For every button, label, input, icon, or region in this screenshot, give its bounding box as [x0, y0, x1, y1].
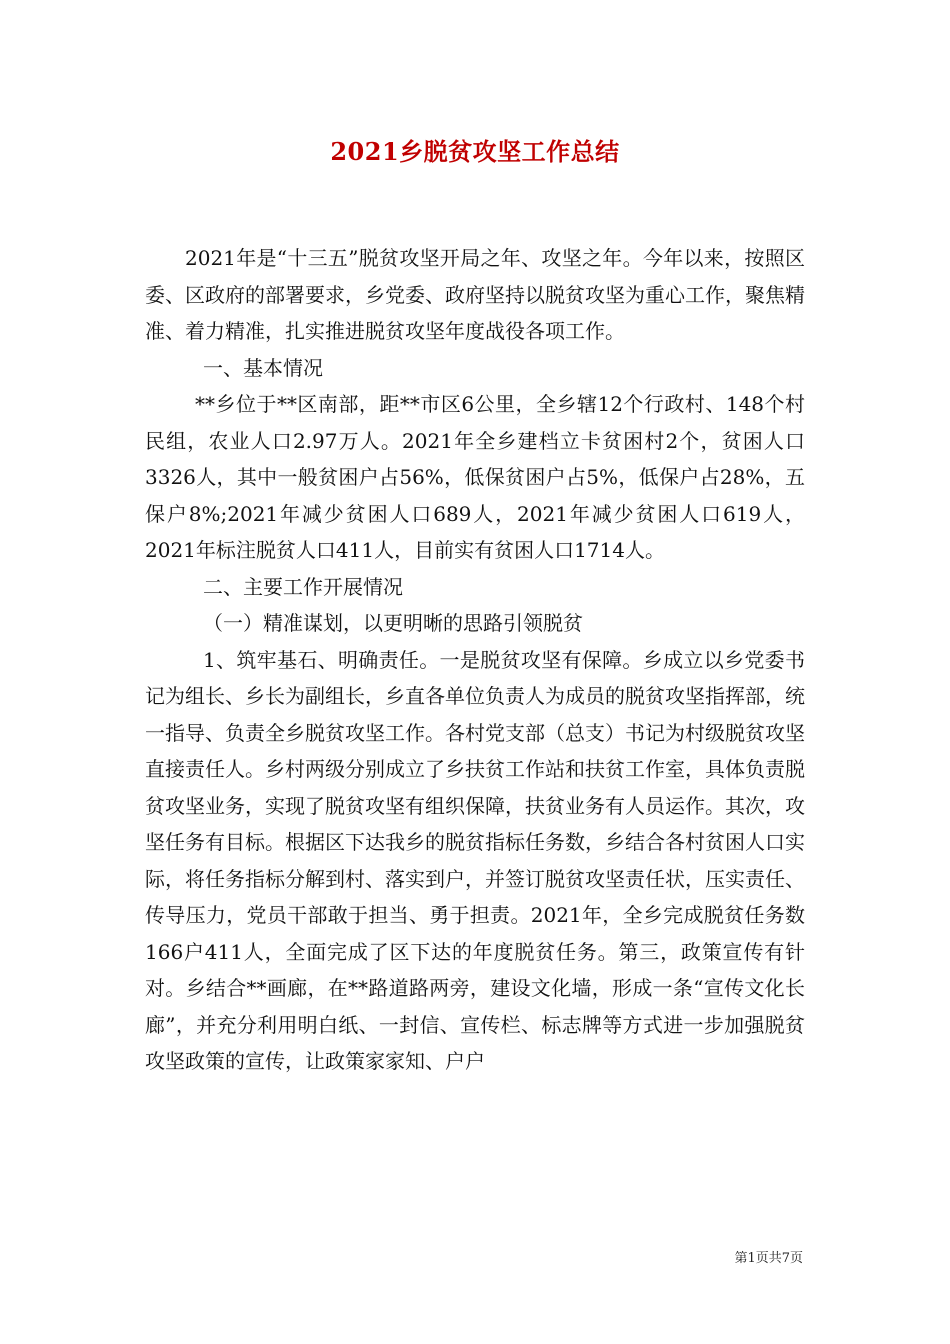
document-body [145, 240, 805, 1080]
section-heading-main-work: 二、主要工作开展情况 [203, 574, 403, 599]
basic-situation-paragraph: **乡位于**区南部，距**市区6公里，全乡辖12个行政村、148个村民组，农业人口2.97万人。2021年全乡建档立卡贫困村2个，贫困人口3326人，其中一般贫困户占56%，低保贫困户占5%，低保户占28%，五保户8%;2021年减少贫困人口689人，2021年减少贫困人口619人，2021年标注脱贫人口411人，目前实有贫困人口1714人。 [145, 392, 805, 562]
work-detail-paragraph: 1、筑牢基石、明确责任。一是脱贫攻坚有保障。乡成立以乡党委书记为组长、乡长为副组长，乡直各单位负责人为成员的脱贫攻坚指挥部，统一指导、负责全乡脱贫攻坚工作。各村党支部（总支）书记为村级脱贫攻坚直接责任人。乡村两级分别成立了乡扶贫工作站和扶贫工作室，具体负责脱贫攻坚业务，实现了脱贫攻坚有组织保障，扶贫业务有人员运作。其次，攻坚任务有目标。根据区下达我乡的脱贫指标任务数，乡结合各村贫困人口实际，将任务指标分解到村、落实到户，并签订脱贫攻坚责任状，压实责任、传导压力，党员干部敢于担当、勇于担责。2021年，全乡完成脱贫任务数166户411人，全面完成了区下达的年度脱贫任务。第三，政策宣传有针对。乡结合**画廊，在**路道路两旁，建设文化墙，形成一条“宣传文化长廊”，并充分利用明白纸、一封信、宣传栏、标志牌等方式进一步加强脱贫攻坚政策的宣传，让政策家家知、户户 [145, 647, 805, 1073]
section-heading-basic-situation: 一、基本情况 [203, 355, 323, 380]
document-title: 2021乡脱贫攻坚工作总结 [330, 137, 620, 166]
subsection-heading-planning: （一）精准谋划，以更明晰的思路引领脱贫 [203, 611, 583, 635]
page-indicator: 第1页共7页 [734, 1251, 803, 1266]
intro-paragraph: 2021年是“十三五”脱贫攻坚开局之年、攻坚之年。今年以来，按照区委、区政府的部署要求，乡党委、政府坚持以脱贫攻坚为重心工作，聚焦精准、着力精准，扎实推进脱贫攻坚年度战役各项工作。 [145, 246, 805, 343]
